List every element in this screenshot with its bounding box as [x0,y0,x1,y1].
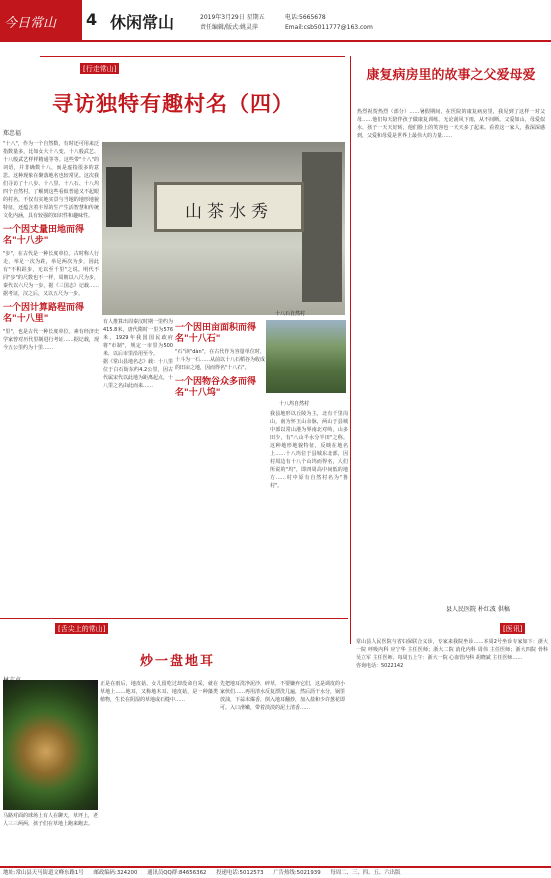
article-paragraph: 热烈祝贺热烈（部分）……暑假期间，在医院的康复病房里，我见到了这样一对父母……他们每天陪伴孩子做康复训练，无论刮风下雨，从不间断。父爱如山，母爱似水，孩子一天天好转，他们脸上的笑容也一天天多了起来。看着这一家人，我深深感到，父爱和母爱是世界上最伟大的力量…… [357,109,545,139]
footer-address: 地址:常山县天马街道文峰东路1号 [3,870,84,876]
footer-schedule: 每周二、三、四、五、六出版 [330,870,401,876]
column-tag: [医讯] [500,623,525,634]
sidebar-headline: 康复病房里的故事之父爱母爱 [366,68,536,83]
hotline-text: 咨询电话：5022142 [356,663,404,669]
article-paragraph: 据《常山县地名志》载：十八里位于白石街东约4.2公里，因古代属宋代以此地为距离起点，十八里之名由此而来…… [103,359,174,389]
page-footer [0,866,551,878]
footer-postcode: 邮政编码:324200 [93,870,138,876]
food-photo [3,680,98,810]
village-landscape-photo [266,320,346,393]
sidebar-body [357,108,545,140]
plaque-board [154,182,304,232]
window-shape [106,167,132,227]
article-column [3,140,99,352]
contact-email: Email:csb5011777@163.com [285,24,373,31]
medical-news-body [356,638,548,670]
column-tag: [舌尖上的常山] [55,623,108,634]
article-column [175,318,265,402]
issue-date: 2019年3月29日 星期五 [200,14,265,21]
photo-caption: 十八坞自然村 [279,401,310,407]
section-title: 休闲常山 [110,13,175,32]
article-paragraph: 正是在雨后，地皮菇、女儿留吃过却没命自采，就在草地上……地耳，又称地木耳、地皮菇，是一种藻类植物，生长在阴湿的草地或石缝中…… [100,681,218,703]
footer-qq: 通讯员QQ群:84656362 [147,870,207,876]
page-number: 4 [86,10,98,29]
article-column [103,318,173,390]
article-headline: 炒一盘地耳 [140,654,216,669]
sidebar-article [350,56,550,644]
article-subhead: 一个因丈量田地而得名"十八步" [3,225,85,246]
article-subhead: 一个因田亩面积而得名"十八石" [175,323,257,344]
header-divider [0,40,551,42]
column-tag: [行走常山] [80,63,119,74]
article-headline: 寻访独特有趣村名（四） [52,92,294,116]
article-paragraph: "步"，在古代是一种长度单位。古时称人行走，举足一次为跬，举足两次为步，因此有"不积跬步，无以至千里"之说。明代不同"步"的尺数也不一样，周朝以八尺为步，秦代以六尺为一步。据《三国志》记载……据考证，汉之后，又以五尺为一步。 [3,251,99,297]
door-shape [302,152,342,302]
article-paragraph: "十八"，作为一个自然数，有时还可用来泛指数量多，比如女大十八变、十八般武艺、十八般武艺样样精通等等。这些带"十八"的词语，并非确数十八，而是虚指很多的意思。这种现象在聚落地名也较常见。这次我们寻访了十八步、十八里、十八石、十八坞四个自然村，了解到这些看似普通又不起眼的村名，不仅有实地实景与当地的地形地貌特征，还蕴含着丰厚的生产生活智慧和传统文化内涵，具有较强的知识性和趣味性。 [3,141,99,219]
editor-credit: 责任编辑/版式:姚灵萍 [200,24,259,31]
article-paragraph: 马路对面的球场上有人在聊天，草坪上，老人三三两两，孩子们在草地上跑来跑去。 [3,813,99,827]
article-paragraph: 我县地形以丘陵为主，北有千里岗山，南为怀玉山余脉，两山于县城中部以常山港为界南北对峙，山多田少，有"八山半水分半田"之称。这种地形地貌特征，反映在地名上……十八坞位于县城东北部，因村周边有十八个山坞而得名，人们所说的"坞"，即四周高中间低的地方……村中原有自然村名为"鲁村"。 [270,411,348,489]
village-plaque-photo [102,142,345,315]
section-divider [0,618,348,619]
contact-phone: 电话:5665678 [285,14,326,21]
article-subhead: 一个因计算路程而得名"十八里" [3,303,85,324]
article-column [270,410,348,490]
newspaper-logo: 今日常山 [0,0,82,40]
article-byline: 郑忠福 [3,130,22,137]
article-paragraph: 常山县人民医院与省妇保联合义诊，专家来我院坐诊……本周2号坐诊专家如下：浙大一院 呼吸内科 应宁华 主任医师；浙大二院 消化内科 周伟 主任医师；浙大四院 骨科 吴立军 主任医师。每周五上午：浙大一院 心血管内科 胡晓斌 主任医师…… [356,639,548,661]
footer-ad: 广告热线:5021939 [273,870,321,876]
footer-delivery: 投递电话:5012573 [216,870,264,876]
article-divider [40,56,345,57]
article-column [220,680,345,712]
sidebar-author: 县人民医院 朴红波 供稿 [446,606,510,613]
plaque-inscription: 山茶水秀 [185,202,273,222]
article-paragraph: "石"读"dàn"，在古代作为容量单位时，十斗为一石……从前以十八石稻谷为收成的田亩之地，因而得名"十八石"。 [175,349,266,371]
article-paragraph: "里"，也是古代一种长度单位。素有经济史学家曾对历代里制进行考证……据记载，现今五公里约为十里…… [3,329,99,351]
article-paragraph: 先把地耳洗净泥沙，碎草，不要嫌弃它们，这是调皮的小家伙们……再用清水反复漂洗几遍，然后沥干水分，锅里放油，下蒜末爆香，倒入地耳翻炒，加入盐和少许葱花即可。入口滑嫩，带着淡淡的泥土清香…… [220,681,346,711]
article-paragraph: 有人推算出周秦汉时期一里约为415.8米，唐代隋时一里为576米，1929年我国国民政府将"市制"，规定一市里为500米，以后市里沿用至今。 [103,319,174,357]
photo-caption: 十八石自然村 [275,311,306,317]
article-column [3,812,98,828]
article-column [100,680,218,704]
article-subhead: 一个因物谷众多而得名"十八坞" [175,377,257,398]
